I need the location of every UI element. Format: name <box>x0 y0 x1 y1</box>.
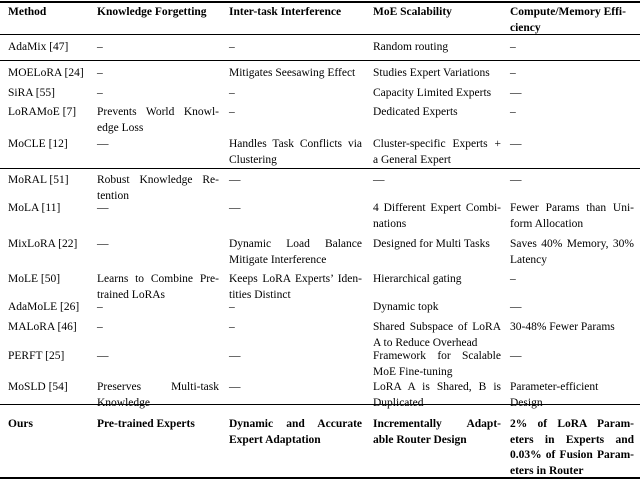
table-row-0-forgetting-cell: – <box>97 41 103 53</box>
table-row-7-method-cell: MixLoRA [22] <box>8 238 78 250</box>
table-row-7-interference-line: Mitigate Interference <box>229 253 327 266</box>
table-row-6-scalability-line: 4 Different Expert Combi- <box>373 202 501 214</box>
table-row-3-forgetting-line: Prevents World Knowl- <box>97 106 219 118</box>
table-row-8-forgetting-line: Learns to Combine Pre- <box>97 273 219 285</box>
table-row-12-efficiency-cell <box>510 380 634 411</box>
table-row-5-forgetting-line: tention <box>97 189 129 202</box>
header-forgetting: Knowledge Forgetting <box>97 6 207 18</box>
table-row-11-method-cell: PERFT [25] <box>8 350 65 362</box>
table-row-11-scalability-cell <box>373 349 501 380</box>
table-row-10-method-cell: MALoRA [46] <box>8 321 77 333</box>
ours-row-interference-cell <box>229 417 362 448</box>
table-row-1-forgetting-cell: – <box>97 67 103 79</box>
table-row-12-forgetting-line: Preserves Multi-task <box>97 381 219 393</box>
ours-row-interference-line: Expert Adaptation <box>229 433 321 446</box>
table-row-0-interference-cell: – <box>229 41 235 53</box>
table-row-11-interference-cell: — <box>229 350 241 362</box>
table-row-8-forgetting-cell <box>97 272 219 303</box>
table-row-0-method-cell: AdaMix [47] <box>8 41 69 53</box>
table-row-10-interference-cell: – <box>229 321 235 333</box>
table-row-8-forgetting-line: trained LoRAs <box>97 288 166 301</box>
ours-row-interference-line: Dynamic and Accurate <box>229 418 362 430</box>
table-row-11-scalability-line: Framework for Scalable <box>373 350 501 362</box>
table-row-6-efficiency-cell <box>510 201 634 232</box>
table-row-6-scalability-cell <box>373 201 501 232</box>
table-row-10-scalability-line: Shared Subspace of LoRA <box>373 321 501 333</box>
table-row-1-method-cell: MOELoRA [24] <box>8 67 84 79</box>
table-row-2-scalability-cell: Capacity Limited Experts <box>373 87 492 99</box>
table-row-5-forgetting-cell <box>97 173 219 204</box>
ours-row-forgetting-cell: Pre-trained Experts <box>97 418 195 430</box>
table-row-4-scalability-line: Cluster-specific Experts + <box>373 138 501 150</box>
table-row-12-forgetting-line: Knowledge <box>97 396 151 409</box>
table-row-8-interference-cell <box>229 272 362 303</box>
header-efficiency <box>510 5 626 36</box>
table-row-9-interference-cell: – <box>229 301 235 313</box>
table-row-5-forgetting-line: Robust Knowledge Re- <box>97 174 219 186</box>
table-row-8-interference-line: Keeps LoRA Experts’ Iden- <box>229 273 362 285</box>
table-row-4-method-cell: MoCLE [12] <box>8 138 68 150</box>
table-row-0-efficiency-cell: – <box>510 41 516 53</box>
table-row-7-interference-cell <box>229 237 362 268</box>
table-row-5-scalability-cell: — <box>373 174 385 186</box>
table-row-3-efficiency-cell: – <box>510 106 516 118</box>
table-row-12-scalability-line: LoRA A is Shared, B is <box>373 381 501 393</box>
header-method: Method <box>8 6 47 18</box>
table-row-12-interference-cell: — <box>229 381 241 393</box>
table-row-7-efficiency-line: Latency <box>510 253 548 266</box>
top-rule <box>0 1 640 3</box>
table-row-10-scalability-cell <box>373 320 501 351</box>
table-row-4-scalability-line: a General Expert <box>373 153 451 166</box>
table-row-12-scalability-line: Duplicated <box>373 396 424 409</box>
table-row-9-method-cell: AdaMoLE [26] <box>8 301 80 313</box>
table-row-2-method-cell: SiRA [55] <box>8 87 55 99</box>
table-row-6-efficiency-line: Fewer Params than Uni- <box>510 202 634 214</box>
table-row-7-interference-line: Dynamic Load Balance <box>229 238 362 250</box>
table-row-1-efficiency-cell: – <box>510 67 516 79</box>
table-row-10-efficiency-cell: 30-48% Fewer Params <box>510 321 615 333</box>
table-row-3-scalability-cell: Dedicated Experts <box>373 106 458 118</box>
table-row-8-method-cell: MoLE [50] <box>8 273 61 285</box>
header-interference: Inter-task Interference <box>229 6 342 18</box>
ours-row-scalability-line: able Router Design <box>373 433 467 446</box>
table-row-3-forgetting-cell <box>97 105 219 136</box>
table-row-7-scalability-cell: Designed for Multi Tasks <box>373 238 490 250</box>
ours-row-efficiency-line: 2% of LoRA Param- <box>510 418 634 430</box>
table-row-6-forgetting-cell: — <box>97 202 109 214</box>
table-row-10-forgetting-cell: – <box>97 321 103 333</box>
ours-row-efficiency-line: eters in Router <box>510 464 584 477</box>
table-row-12-forgetting-cell <box>97 380 219 411</box>
table-row-8-efficiency-cell: – <box>510 273 516 285</box>
table-row-2-efficiency-cell: — <box>510 87 522 99</box>
table-row-4-interference-line: Clustering <box>229 153 277 166</box>
ours-row-scalability-cell <box>373 417 501 448</box>
table-row-1-interference-cell: Mitigates Seesawing Effect <box>229 67 356 79</box>
table-row-11-efficiency-cell: — <box>510 350 522 362</box>
header-efficiency-line1: Compute/Memory Effi- <box>510 6 626 18</box>
table-row-9-scalability-cell: Dynamic topk <box>373 301 439 313</box>
header-scalability: MoE Scalability <box>373 6 452 18</box>
table-row-1-scalability-cell: Studies Expert Variations <box>373 67 490 79</box>
group-rule-2 <box>0 168 640 169</box>
table-row-11-scalability-line: MoE Fine-tuning <box>373 365 453 378</box>
table-row-8-interference-line: tities Distinct <box>229 288 291 301</box>
table-row-12-scalability-cell <box>373 380 501 411</box>
table-row-6-method-cell: MoLA [11] <box>8 202 61 214</box>
table-row-12-efficiency-line: Design <box>510 396 543 409</box>
table-row-4-scalability-cell <box>373 137 501 168</box>
table-row-8-scalability-cell: Hierarchical gating <box>373 273 462 285</box>
table-row-3-interference-cell: – <box>229 106 235 118</box>
table-row-0-scalability-cell: Random routing <box>373 41 449 53</box>
ours-row-efficiency-line: 0.03% of Fusion Param- <box>510 449 634 461</box>
table-row-9-efficiency-cell: — <box>510 301 522 313</box>
table-row-9-forgetting-cell: – <box>97 301 103 313</box>
table-row-2-interference-cell: – <box>229 87 235 99</box>
group-rule-1 <box>0 60 640 61</box>
table-row-12-method-cell: MoSLD [54] <box>8 381 68 393</box>
table-row-5-interference-cell: — <box>229 174 241 186</box>
ours-row-efficiency-cell <box>510 417 634 479</box>
table-row-5-efficiency-cell: — <box>510 174 522 186</box>
table-row-10-scalability-line: A to Reduce Overhead <box>373 336 478 349</box>
table-row-6-interference-cell: — <box>229 202 241 214</box>
header-efficiency-line2: ciency <box>510 21 541 34</box>
table-row-11-forgetting-cell: — <box>97 350 109 362</box>
table-row-3-method-cell: LoRAMoE [7] <box>8 106 77 118</box>
table-row-12-efficiency-line: Parameter-efficient <box>510 381 599 393</box>
table-row-6-scalability-line: nations <box>373 217 407 230</box>
table-row-7-efficiency-line: Saves 40% Memory, 30% <box>510 238 634 250</box>
table-row-7-efficiency-cell <box>510 237 634 268</box>
ours-row-method-cell: Ours <box>8 418 33 430</box>
ours-row-efficiency-line: eters in Experts and <box>510 433 634 446</box>
table-row-5-method-cell: MoRAL [51] <box>8 174 69 186</box>
table-row-3-forgetting-line: edge Loss <box>97 121 144 134</box>
table-row-7-forgetting-cell: — <box>97 238 109 250</box>
table-row-4-interference-cell <box>229 137 362 168</box>
table-row-4-interference-line: Handles Task Conflicts via <box>229 138 362 150</box>
table-row-4-forgetting-cell: — <box>97 138 109 150</box>
table-row-6-efficiency-line: form Allocation <box>510 217 584 230</box>
table-row-4-efficiency-cell: — <box>510 138 522 150</box>
ours-row-scalability-line: Incrementally Adapt- <box>373 418 501 430</box>
table-row-2-forgetting-cell: – <box>97 87 103 99</box>
